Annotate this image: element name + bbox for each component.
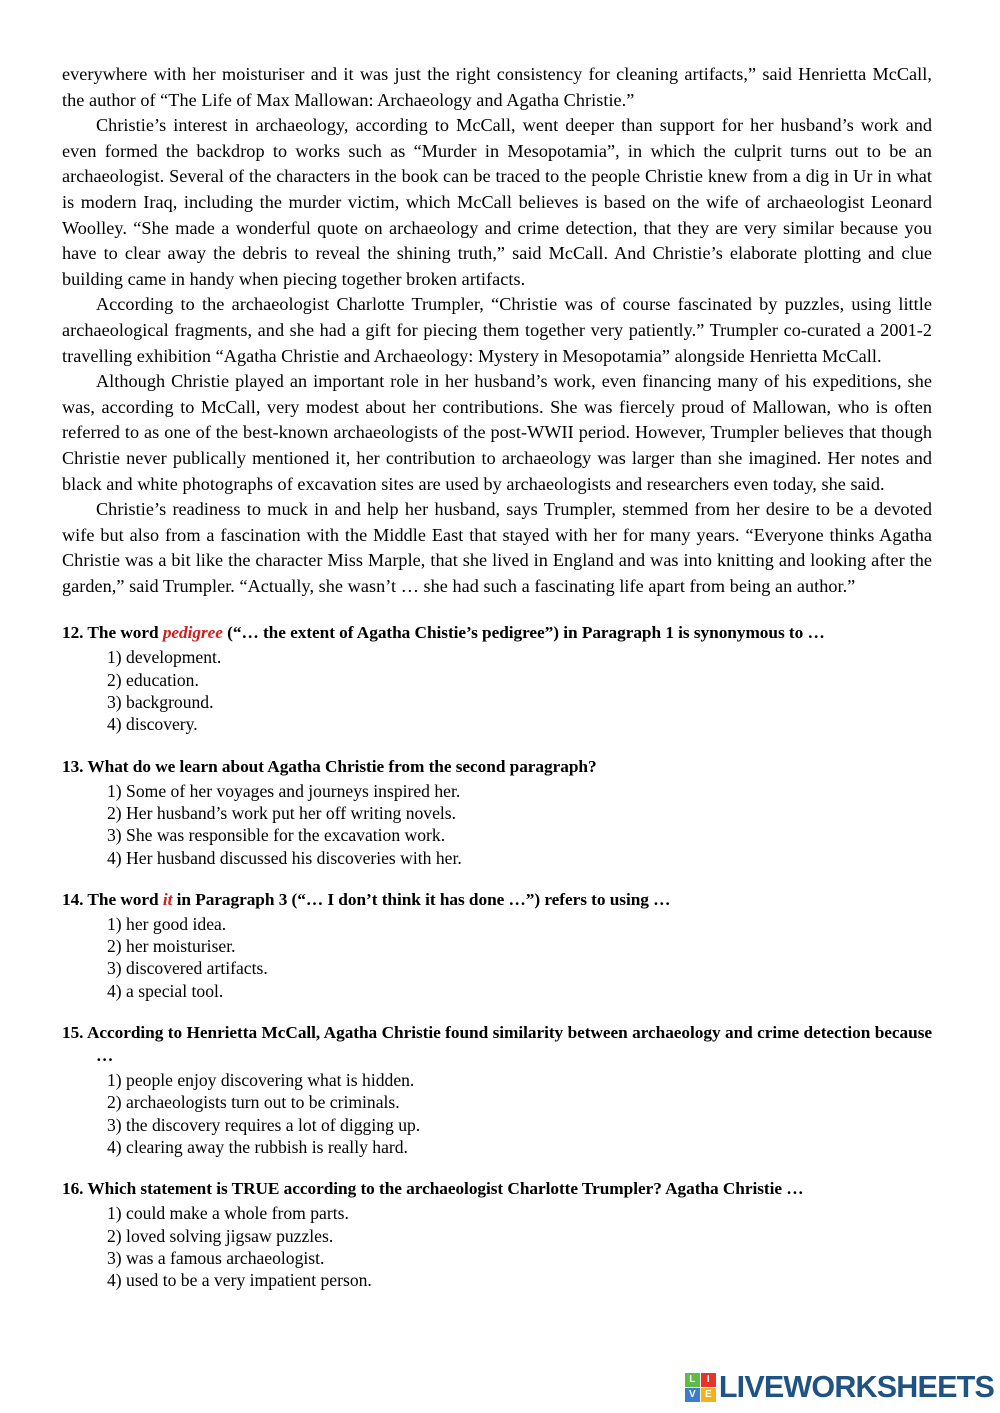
answer-option[interactable]: 2) her moisturiser. <box>107 936 236 957</box>
question-text-after: (“… the extent of Agatha Chistie’s pedigree”) in Paragraph 1 is synonymous to … <box>222 623 825 643</box>
question-number: 14. <box>62 889 84 909</box>
passage-paragraph-2: Christie’s interest in archaeology, according to McCall, went deeper than support for her husband’s work and even formed the backdrop to works such as “Murder in Mesopotamia”, in which the culprit turns out to be an archaeologist. Several of the characters in the book can be traced to the people Christie knew from a dig in Ur in what is modern Iraq, including the murder victim, which McCall believes is based on the wife of archaeologist Leonard Woolley. “She made a wonderful quote on archaeology and crime detection, that they are very similar because you have to clear away the debris to reveal the shining truth,” said McCall. And Christie’s elaborate plotting and clue building came in handy when piecing together broken artifacts. <box>62 115 932 289</box>
answer-option[interactable]: 1) development. <box>107 647 222 668</box>
question-text-before: What do we learn about Agatha Christie from the second paragraph? <box>87 756 597 776</box>
answer-option[interactable]: 3) the discovery requires a lot of digging up. <box>107 1114 421 1135</box>
answer-option[interactable]: 4) clearing away the rubbish is really hard. <box>107 1136 408 1157</box>
answer-option[interactable]: 4) Her husband discussed his discoveries with her. <box>107 847 462 868</box>
question-stem <box>62 888 932 911</box>
answer-option[interactable]: 2) education. <box>107 669 199 690</box>
question-item <box>62 1021 932 1158</box>
answer-option[interactable]: 2) loved solving jigsaw puzzles. <box>107 1225 334 1246</box>
passage-paragraph-5: Christie’s readiness to muck in and help her husband, says Trumpler, stemmed from her desire to be a devoted wife but also from a fascination with the Middle East that stayed with her for many years. “Everyone thinks Agatha Christie was a bit like the character Miss Marple, that she lived in England and was into knitting and looking after the garden,” said Trumpler. “Actually, she wasn’t … she had such a fascinating life apart from being an author.” <box>62 499 932 596</box>
answer-option[interactable]: 3) discovered artifacts. <box>107 958 268 979</box>
live-blocks-icon <box>685 1373 716 1402</box>
question-stem <box>62 1021 932 1067</box>
question-number: 16. <box>62 1179 84 1199</box>
liveworksheets-logo[interactable] <box>685 1367 994 1407</box>
answer-option[interactable]: 1) Some of her voyages and journeys inspired her. <box>107 780 461 801</box>
answer-options <box>62 913 932 1002</box>
answer-option[interactable]: 1) could make a whole from parts. <box>107 1203 349 1224</box>
question-keyword: it <box>162 889 173 909</box>
live-block-v: V <box>685 1388 700 1402</box>
answer-option[interactable]: 2) archaeologists turn out to be criminals. <box>107 1092 400 1113</box>
liveworksheets-wordmark: LIVEWORKSHEETS <box>718 1369 994 1404</box>
question-item <box>62 621 932 735</box>
question-stem <box>62 755 932 778</box>
answer-option[interactable]: 3) was a famous archaeologist. <box>107 1247 325 1268</box>
question-number: 13. <box>62 756 84 776</box>
question-item <box>62 1177 932 1291</box>
answer-option[interactable]: 4) discovery. <box>107 714 198 735</box>
answer-option[interactable]: 3) background. <box>107 692 214 713</box>
answer-options <box>62 780 932 869</box>
question-number: 15. <box>62 1023 84 1043</box>
live-block-e: E <box>701 1388 716 1402</box>
questions-section <box>62 621 932 1291</box>
question-item <box>62 888 932 1002</box>
answer-option[interactable]: 1) her good idea. <box>107 913 227 934</box>
live-block-l: L <box>685 1373 700 1387</box>
passage-paragraph-4: Although Christie played an important role in her husband’s work, even financing many of his expeditions, she was, according to McCall, very modest about her contributions. She was fiercely proud of Mallowan, who is often referred to as one of the best-known archaeologists of the post-WWII period. However, Trumpler believes that though Christie never publically mentioned it, her contribution to archaeology was larger than she imagined. Her notes and black and white photographs of excavation sites are used by archaeologists and researchers even today, she said. <box>62 371 932 494</box>
question-text-before: Which statement is TRUE according to the archaeologist Charlotte Trumpler? Agatha Christie … <box>87 1179 804 1199</box>
question-item <box>62 755 932 869</box>
passage-paragraph-continuation: everywhere with her moisturiser and it was just the right consistency for cleaning artifacts,” said Henrietta McCall, the author of “The Life of Max Mallowan: Archaeology and Agatha Christie.” <box>62 64 932 110</box>
answer-options <box>62 1202 932 1291</box>
answer-option[interactable]: 2) Her husband’s work put her off writing novels. <box>107 802 457 823</box>
question-stem <box>62 1177 932 1200</box>
answer-option[interactable]: 1) people enjoy discovering what is hidden. <box>107 1070 415 1091</box>
question-number: 12. <box>62 623 84 643</box>
answer-option[interactable]: 4) a special tool. <box>107 980 224 1001</box>
answer-option[interactable]: 4) used to be a very impatient person. <box>107 1270 372 1291</box>
answer-options <box>62 646 932 735</box>
question-stem <box>62 621 932 644</box>
question-text-before: The word <box>87 889 163 909</box>
answer-option[interactable]: 3) She was responsible for the excavation work. <box>107 825 446 846</box>
live-block-i: I <box>701 1373 716 1387</box>
passage-paragraph-3: According to the archaeologist Charlotte Trumpler, “Christie was of course fascinated by puzzles, using little archaeological fragments, and she had a gift for piecing them together very patiently.” Trumpler co-curated a 2001-2 travelling exhibition “Agatha Christie and Archaeology: Mystery in Mesopotamia” alongside Henrietta McCall. <box>62 294 932 366</box>
question-text-before: According to Henrietta McCall, Agatha Christie found similarity between archaeology and crime detection because … <box>86 1023 932 1066</box>
reading-passage <box>62 62 932 599</box>
question-text-before: The word <box>87 623 163 643</box>
answer-options <box>62 1069 932 1158</box>
question-keyword: pedigree <box>162 623 223 643</box>
question-text-after: in Paragraph 3 (“… I don’t think it has done …”) refers to using … <box>172 889 671 909</box>
